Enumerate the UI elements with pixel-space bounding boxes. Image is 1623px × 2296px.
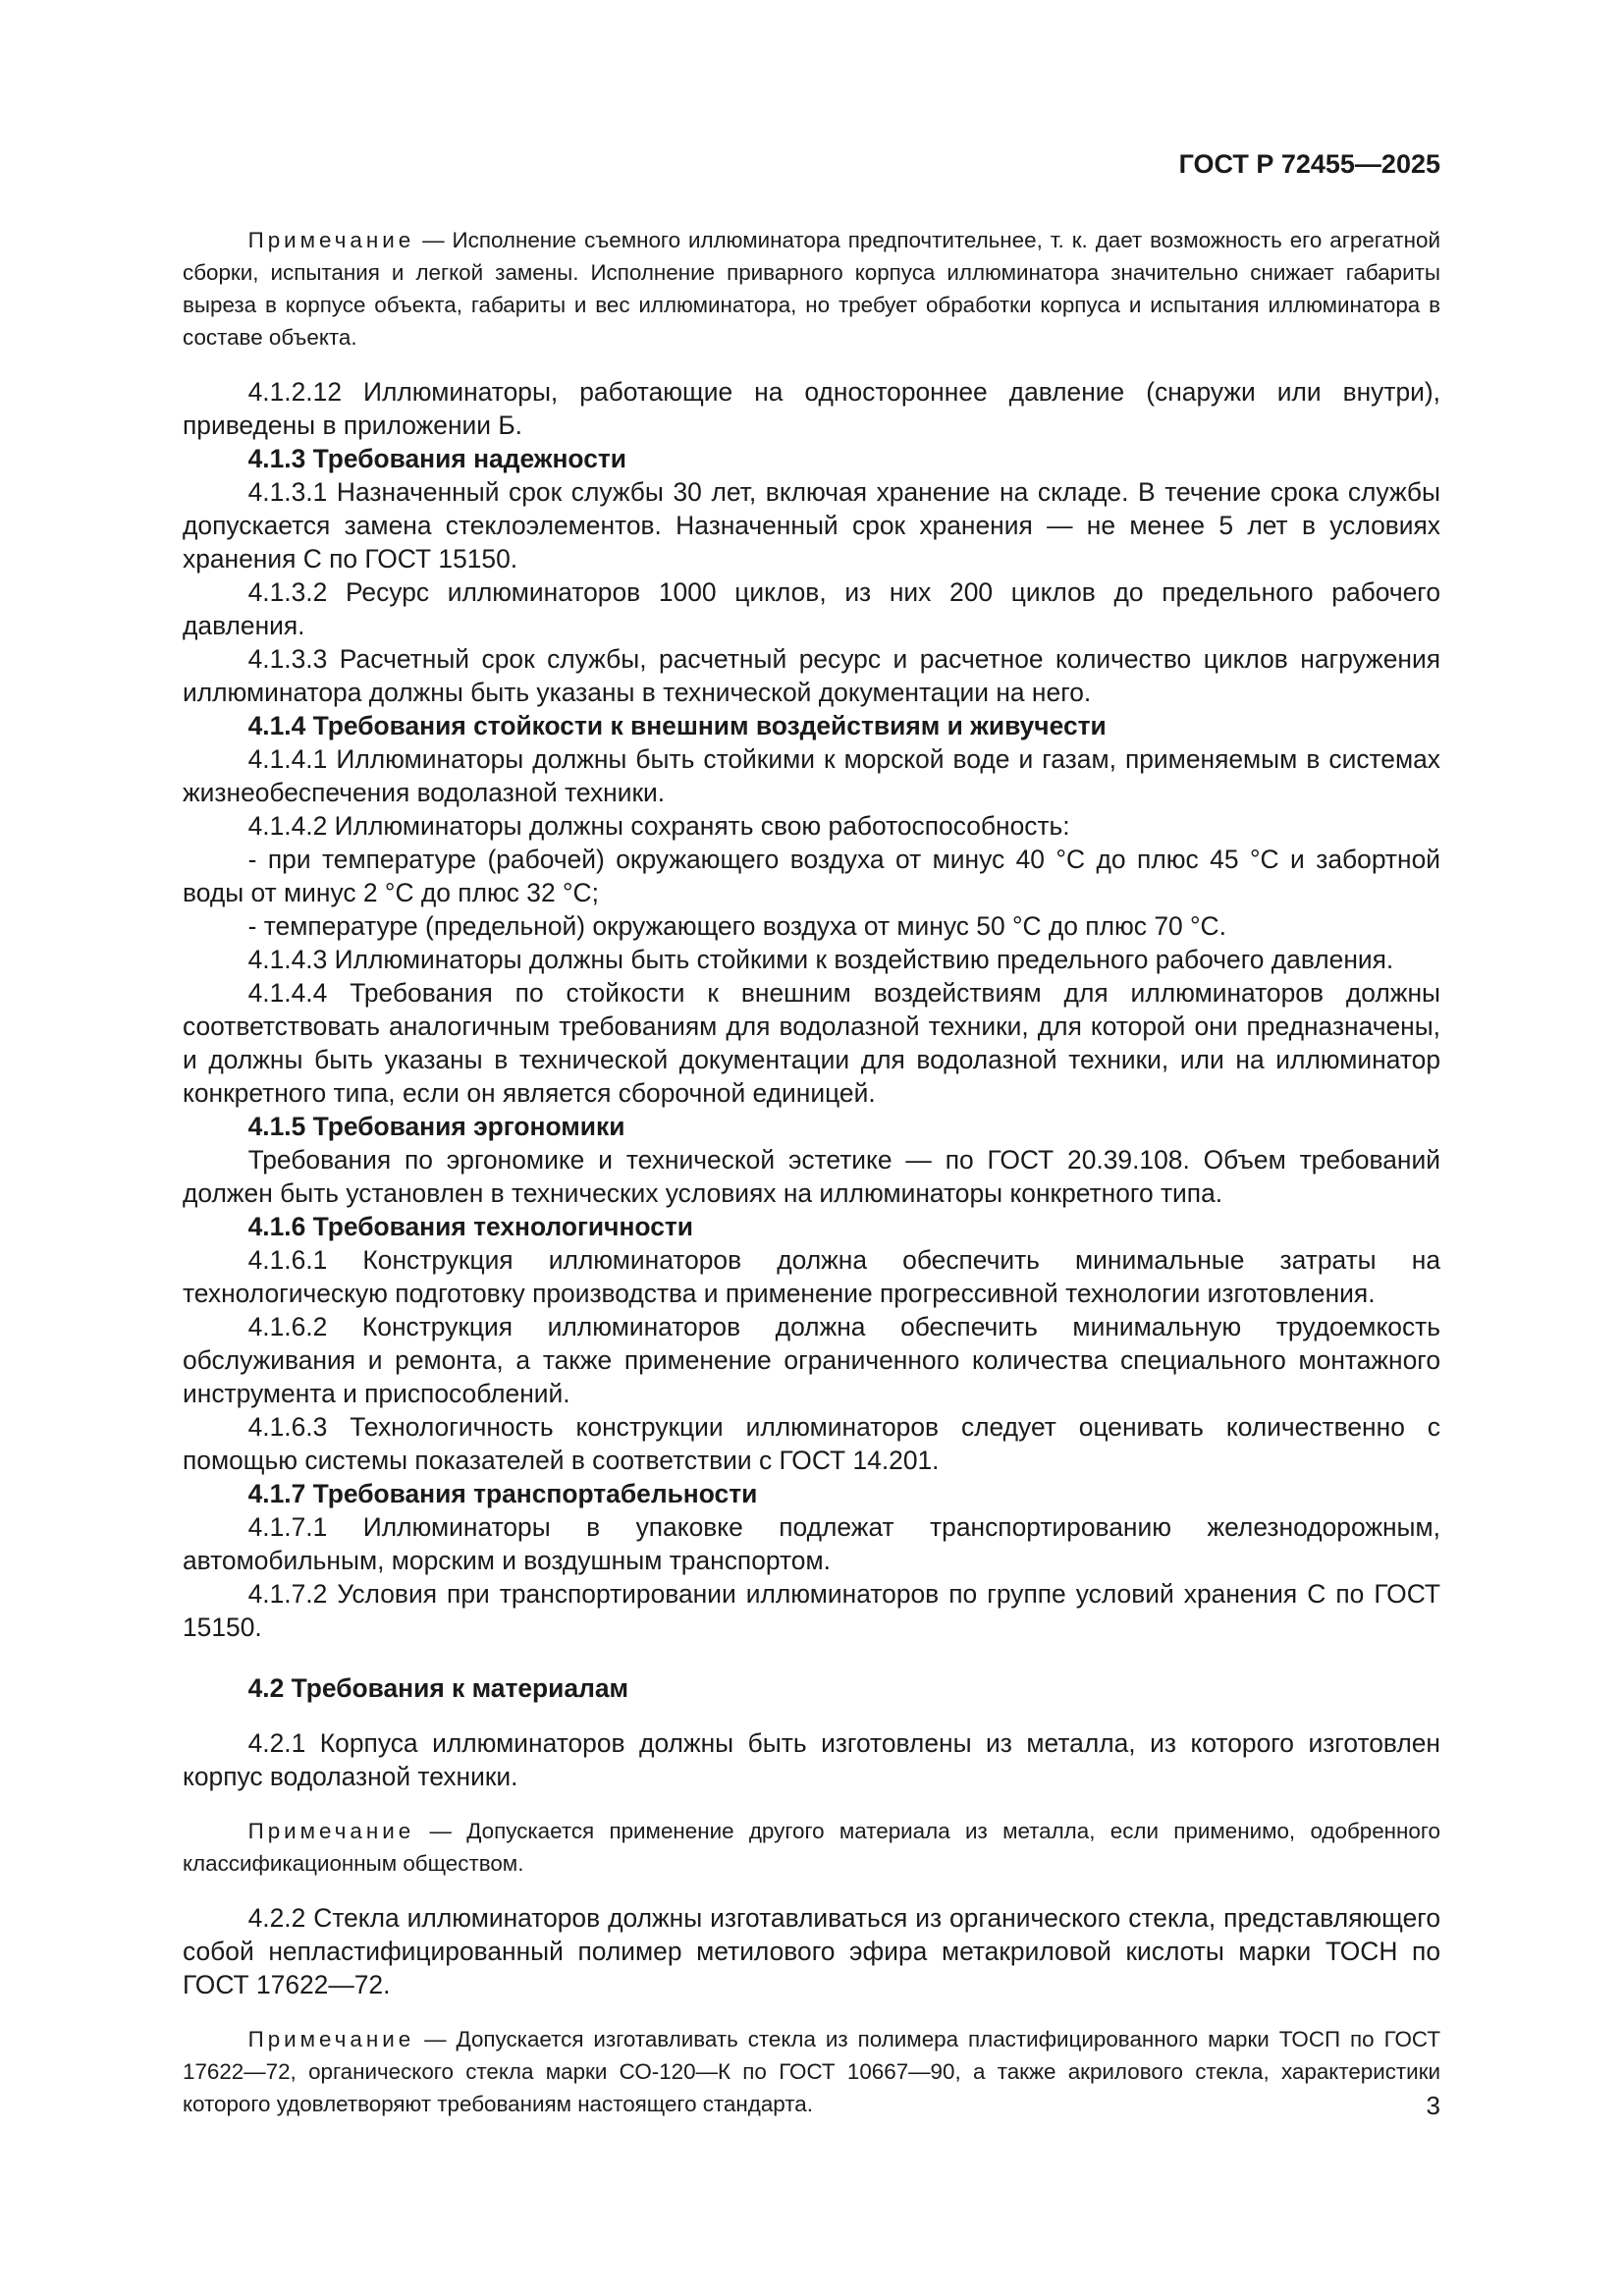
section-heading: 4.2 Требования к материалам xyxy=(247,1673,629,1703)
note-text: — Допускается применение другого материала из металла, если применимо, одобренного классификационным обществом. xyxy=(183,1819,1440,1876)
section-heading: 4.1.5 Требования эргономики xyxy=(247,1112,625,1141)
section-heading: 4.1.4 Требования стойкости к внешним воздействиям и живучести xyxy=(247,711,1107,740)
body-paragraph: 4.1.3.2 Ресурс иллюминаторов 1000 циклов, из них 200 циклов до предельного рабочего давления. xyxy=(183,577,1440,640)
document-body xyxy=(183,224,1440,2120)
body-paragraph: 4.1.4.3 Иллюминаторы должны быть стойкими к воздействию предельного рабочего давления. xyxy=(247,945,1394,974)
note-paragraph xyxy=(183,2023,1440,2120)
note-label: Примечание xyxy=(247,228,415,252)
body-paragraph: Требования по эргономике и технической эстетике — по ГОСТ 20.39.108. Объем требований должен быть установлен в технических условиях на иллюминаторы конкретного типа. xyxy=(183,1145,1440,1208)
body-paragraph: 4.2.1 Корпуса иллюминаторов должны быть изготовлены из металла, из которого изготовлен корпус водолазной техники. xyxy=(183,1728,1440,1791)
body-paragraph: 4.1.6.2 Конструкция иллюминаторов должна обеспечить минимальную трудоемкость обслуживания и ремонта, а также применение ограниченного количества специального монтажного инструмента и приспособлений. xyxy=(183,1312,1440,1408)
note-text: — Допускается изготавливать стекла из полимера пластифицированного марки ТОСП по ГОСТ 17622—72, органического стекла марки СО-120—К по ГОСТ 10667—90, а также акрилового стекла, характеристики которого удовлетворяют требованиям настоящего стандарта. xyxy=(183,2027,1440,2116)
body-paragraph: 4.1.6.1 Конструкция иллюминаторов должна обеспечить минимальные затраты на технологическую подготовку производства и применение прогрессивной технологии изготовления. xyxy=(183,1245,1440,1308)
document-header: ГОСТ Р 72455—2025 xyxy=(1178,149,1440,179)
note-paragraph xyxy=(183,1815,1440,1880)
body-paragraph: 4.1.4.2 Иллюминаторы должны сохранять свою работоспособность: xyxy=(247,811,1070,841)
body-paragraph: - температуре (предельной) окружающего воздуха от минус 50 °С до плюс 70 °С. xyxy=(247,911,1226,941)
page-number: 3 xyxy=(1426,2091,1440,2120)
section-heading: 4.1.6 Требования технологичности xyxy=(247,1212,694,1241)
section-heading: 4.1.7 Требования транспортабельности xyxy=(247,1479,758,1508)
note-text: — Исполнение съемного иллюминатора предпочтительнее, т. к. дает возможность его агрегатной сборки, испытания и легкой замены. Исполнение приварного корпуса иллюминатора значительно снижает габариты выреза в корпусе объекта, габариты и вес иллюминатора, но требует обработки корпуса и испытания иллюминатора в составе объекта. xyxy=(183,228,1440,350)
section-heading: 4.1.3 Требования надежности xyxy=(247,444,627,473)
body-paragraph: 4.1.3.3 Расчетный срок службы, расчетный ресурс и расчетное количество циклов нагружения иллюминатора должны быть указаны в технической документации на него. xyxy=(183,644,1440,707)
body-paragraph: 4.1.4.1 Иллюминаторы должны быть стойкими к морской воде и газам, применяемым в системах жизнеобеспечения водолазной техники. xyxy=(183,744,1440,807)
body-paragraph: 4.1.7.1 Иллюминаторы в упаковке подлежат транспортированию железнодорожным, автомобильным, морским и воздушным транспортом. xyxy=(183,1512,1440,1575)
body-paragraph: 4.1.4.4 Требования по стойкости к внешним воздействиям для иллюминаторов должны соответствовать аналогичным требованиям для водолазной техники, для которой они предназначены, и должны быть указаны в технической документации для водолазной техники, или на иллюминатор конкретного типа, если он является сборочной единицей. xyxy=(183,978,1440,1108)
body-paragraph: 4.2.2 Стекла иллюминаторов должны изготавливаться из органического стекла, представляющего собой непластифицированный полимер метилового эфира метакриловой кислоты марки ТОСН по ГОСТ 17622—72. xyxy=(183,1903,1440,1999)
body-paragraph: 4.1.6.3 Технологичность конструкции иллюминаторов следует оценивать количественно с помощью системы показателей в соответствии с ГОСТ 14.201. xyxy=(183,1412,1440,1475)
body-paragraph: 4.1.2.12 Иллюминаторы, работающие на одностороннее давление (снаружи или внутри), приведены в приложении Б. xyxy=(183,377,1440,440)
body-paragraph: - при температуре (рабочей) окружающего воздуха от минус 40 °С до плюс 45 °С и забортной воды от минус 2 °С до плюс 32 °С; xyxy=(183,845,1440,907)
body-paragraph: 4.1.7.2 Условия при транспортировании иллюминаторов по группе условий хранения С по ГОСТ 15150. xyxy=(183,1579,1440,1642)
body-paragraph: 4.1.3.1 Назначенный срок службы 30 лет, включая хранение на складе. В течение срока службы допускается замена стеклоэлементов. Назначенный срок хранения — не менее 5 лет в условиях хранения С по ГОСТ 15150. xyxy=(183,477,1440,574)
note-label: Примечание xyxy=(247,2027,415,2051)
note-paragraph xyxy=(183,224,1440,354)
note-label: Примечание xyxy=(247,1819,415,1843)
